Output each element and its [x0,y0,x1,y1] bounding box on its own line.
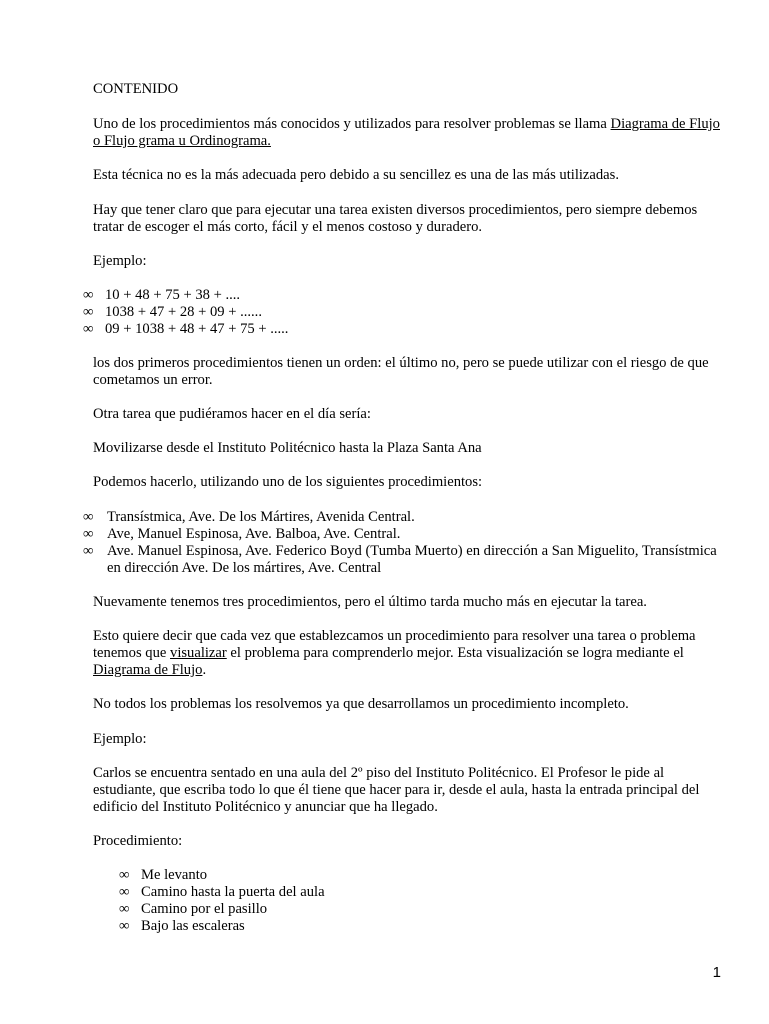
step-text: Bajo las escaleras [141,918,245,934]
route-list [83,509,733,577]
list-item [119,918,719,935]
paragraph-incomplete: No todos los problemas los resolvemos ya que desarrollamos un procedimiento incompleto. [93,696,629,712]
paragraph-options: Podemos hacerlo, utilizando uno de los siguientes procedimientos: [93,474,483,490]
sum-text: 1038 + 47 + 28 + 09 + ...... [105,304,262,320]
list-item [83,526,733,543]
list-item [119,867,719,884]
list-item [83,287,733,304]
page-number: 1 [712,964,721,981]
paragraph-task: Otra tarea que pudiéramos hacer en el día sería: [93,406,371,422]
document-page [83,0,723,1024]
list-item [83,509,733,526]
route-text: Transístmica, Ave. De los Mártires, Avenida Central. [107,509,415,525]
paragraph-again: Nuevamente tenemos tres procedimientos, pero el último tarda mucho más en ejecutar la tarea. [93,594,647,610]
paragraph-procedures: Hay que tener claro que para ejecutar una tarea existen diversos procedimientos, pero siempre debemos tratar de escoger el más corto, fácil y el menos costoso y duradero. [93,202,698,235]
sum-text: 09 + 1038 + 48 + 47 + 75 + ..... [105,321,289,337]
list-item [119,884,719,901]
step-text: Me levanto [141,867,208,883]
infinity-bullet-icon: ∞ [83,526,94,542]
list-item [83,304,733,321]
list-item [83,543,733,577]
step-text: Camino por el pasillo [141,901,268,917]
list-item [83,321,733,338]
infinity-bullet-icon: ∞ [83,287,94,303]
infinity-bullet-icon: ∞ [119,884,130,900]
example-label-2: Ejemplo: [93,731,147,747]
procedure-label: Procedimiento: [93,833,183,849]
infinity-bullet-icon: ∞ [119,918,130,934]
step-text: Camino hasta la puerta del aula [141,884,325,900]
paragraph-mobilize: Movilizarse desde el Instituto Politécnico hasta la Plaza Santa Ana [93,440,482,456]
paragraph-carlos: Carlos se encuentra sentado en una aula del 2º piso del Instituto Politécnico. El Profesor le pide al estudiante, que escriba todo lo que él tiene que hacer para ir, desde el aula, hasta la entrada principal del edificio del Instituto Politécnico y anunciar que ha llegado. [93,765,700,815]
infinity-bullet-icon: ∞ [83,304,94,320]
infinity-bullet-icon: ∞ [83,509,94,525]
paragraph-visualize [93,628,723,679]
intro-paragraph [93,116,723,150]
flow-diagram-link[interactable]: Diagrama de Flujo [93,662,203,678]
example-label: Ejemplo: [93,253,147,269]
route-text: Ave, Manuel Espinosa, Ave. Balboa, Ave. Central. [107,526,401,542]
infinity-bullet-icon: ∞ [119,901,130,917]
visualize-text-1: Esto quiere decir que cada vez que establezcamos un procedimiento para resolver una tarea o problema tenemos que [93,628,696,661]
paragraph-order: los dos primeros procedimientos tienen un orden: el último no, pero se puede utilizar con el riesgo de que cometamos un error. [93,355,709,388]
paragraph-technique: Esta técnica no es la más adecuada pero debido a su sencillez es una de las más utilizadas. [93,167,619,183]
list-item [119,901,719,918]
visualize-text-3: . [202,662,207,678]
diagram-link[interactable]: Diagrama de Flujo o Flujo grama u Ordinograma. [93,116,720,149]
route-text: Ave. Manuel Espinosa, Ave. Federico Boyd (Tumba Muerto) en dirección a San Miguelito, Transístmica en dirección Ave. De los mártires, Ave. Central [107,543,717,576]
sum-text: 10 + 48 + 75 + 38 + .... [105,287,241,303]
intro-text: Uno de los procedimientos más conocidos y utilizados para resolver problemas se llama [93,116,611,132]
section-heading: CONTENIDO [93,81,179,97]
infinity-bullet-icon: ∞ [119,867,130,883]
visualize-text-2: el problema para comprenderlo mejor. Esta visualización se logra mediante el [226,645,684,661]
steps-list [119,867,719,935]
infinity-bullet-icon: ∞ [83,543,94,559]
visualize-link[interactable]: visualizar [170,645,227,661]
infinity-bullet-icon: ∞ [83,321,94,337]
sum-list [83,287,733,338]
